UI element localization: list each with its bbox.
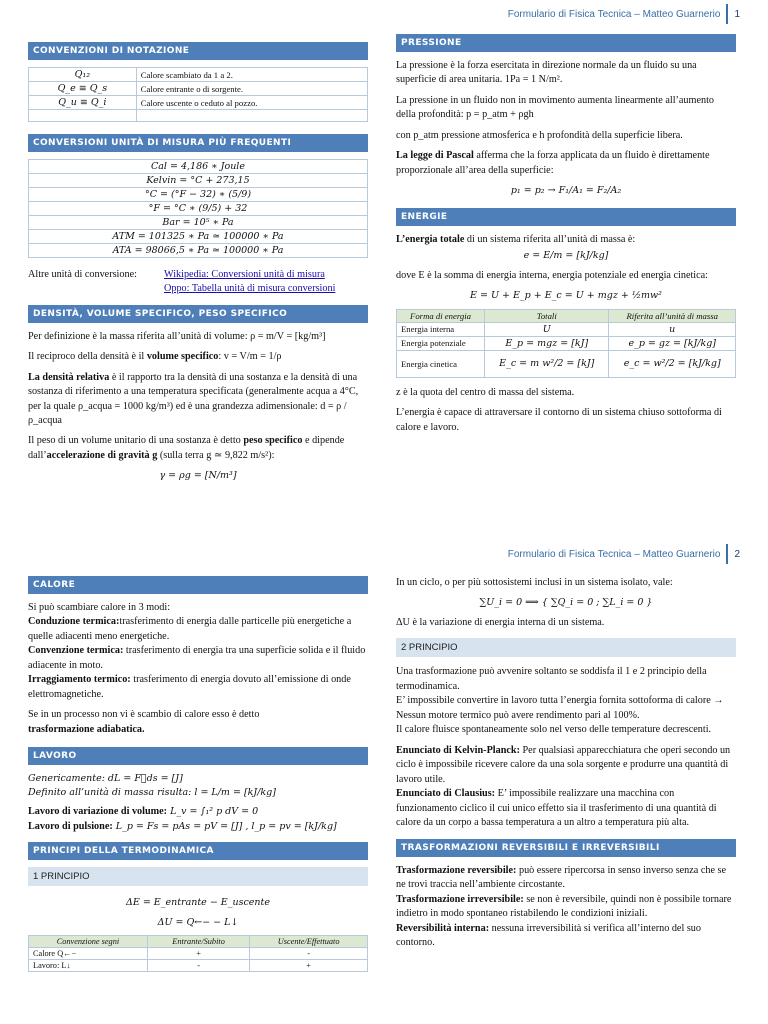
conversion-row: ATM = 101325 ∗ Pa ≃ 100000 ∗ Pa: [29, 230, 368, 244]
table-row: [29, 110, 368, 122]
table-row: [29, 96, 368, 110]
conversion-row: Kelvin = °C + 273,15: [29, 174, 368, 188]
conversion-row: ATA = 98066,5 ∗ Pa ≃ 100000 ∗ Pa: [29, 244, 368, 258]
table-row: [29, 960, 368, 972]
specific-weight-equation: γ = ρg = [N/m³]: [159, 470, 237, 482]
text: Per qualsiasi apparecchiatura che operi secondo un ciclo è impossibile ricevere calore da una sola sorgente e produrre una quantità di lavoro utile.: [396, 744, 731, 785]
relative-density: [28, 371, 368, 429]
column-header: Forma di energia: [397, 309, 485, 322]
energy-description: dove E è la somma di energia interna, energia potenziale ed energia cinetica:: [396, 269, 708, 281]
column-header: Convenzione segni: [29, 936, 148, 948]
energy-transfer-note: L’energia è capace di attraversare il contorno di un sistema chiuso sottoforma di calore e lavoro.: [396, 407, 722, 433]
bold-text: La densità relativa: [28, 371, 110, 383]
bold-text: peso specifico: [243, 435, 303, 447]
table-cell: -: [250, 948, 368, 960]
reversible: [396, 864, 736, 893]
column-header: Entrante/Subito: [147, 936, 249, 948]
bold-text: Convenzione termica:: [28, 645, 124, 657]
conversion-table: [28, 159, 368, 258]
pressure-note: con p_atm pressione atmosferica e h profondità della superficie libera.: [396, 129, 683, 141]
bold-text: Lavoro di pulsione:: [28, 820, 113, 832]
left-column: [28, 576, 368, 980]
section-title: CALORE: [28, 576, 368, 594]
table-header-row: [397, 309, 736, 322]
text: Se in un processo non vi è scambio di calore esso è detto: [28, 709, 260, 721]
section-title: ENERGIE: [396, 208, 736, 226]
conversion-links: [28, 268, 368, 297]
table-cell: e_c = w²/2 = [kJ/kg]: [609, 350, 736, 377]
conversion-row: °F = °C ∗ (9/5) + 32: [29, 202, 368, 216]
table-cell: E_p = mgz = [kJ]: [485, 336, 609, 350]
page-number: 2: [726, 544, 740, 564]
bold-text: accelerazione di gravità g: [46, 449, 158, 461]
conversion-row: Cal = 4,186 ∗ Joule: [29, 160, 368, 174]
right-column: [396, 576, 736, 957]
first-law-equation: ΔE = E_entrante − E_uscente: [126, 897, 270, 909]
header-title: Formulario di Fisica Tecnica – Matteo Guarnerio: [507, 8, 721, 20]
pressure-definition: La pressione è la forza esercitata in direzione normale da un fluido su una superficie di area unitaria. 1Pa = 1 N/m².: [396, 60, 697, 86]
table-cell: [29, 110, 137, 122]
conversion-row: °C = (°F − 32) ∗ (5/9): [29, 188, 368, 202]
text: trasferimento di energia dalle particelle più energetiche a quelle adiacenti meno energetiche.: [28, 616, 352, 642]
specific-volume: [28, 350, 368, 364]
bold-text: L’energia totale: [396, 233, 465, 245]
links-label: Altre unità di conversione:: [28, 269, 137, 280]
table-cell: +: [250, 960, 368, 972]
table-cell: Calore Q←−: [29, 948, 148, 960]
pascal-equation: p₁ = p₂ → F₁/A₁ = F₂/A₂: [510, 185, 622, 197]
energy-equation: e = E/m = [kJ/kg]: [523, 250, 609, 262]
page-2: [0, 540, 768, 1024]
pulsion-work: [28, 820, 368, 834]
table-cell: E_c = m w²/2 = [kJ]: [485, 350, 609, 377]
convection: [28, 644, 368, 673]
column-header: Totali: [485, 309, 609, 322]
total-energy: [396, 233, 736, 247]
text: può essere ripercorsa in senso inverso senza che se ne trovi traccia nell’ambiente circostante.: [396, 864, 727, 891]
notation-table: [28, 67, 368, 122]
table-cell: Calore uscente o ceduto al pozzo.: [136, 96, 367, 110]
bold-text: Trasformazione reversibile:: [396, 864, 517, 876]
table-cell: u: [609, 322, 736, 336]
text: è il rapporto tra la densità di una sostanza e la densità di una sostanza di riferimento a una temperatura specificata (generalmente acqua a 4°C, per la quale ρ_acqua = 1000 kg/m³) ed è una grandezza adimensionale: d = ρ / ρ_acqua: [28, 371, 359, 426]
second-law-p1: Una trasformazione può avvenire soltanto se soddisfa il 1 e 2 principio della termodinamica.: [396, 666, 707, 692]
bold-text: Conduzione termica:: [28, 616, 120, 628]
work-generic: Genericamente: dL = F⃗ds = [J]: [28, 773, 183, 785]
table-row: [29, 948, 368, 960]
table-row: [397, 336, 736, 350]
pascal-law: [396, 149, 736, 178]
delta-u-note: ΔU è la variazione di energia interna di un sistema.: [396, 616, 605, 628]
column-header: Uscente/Effettuato: [250, 936, 368, 948]
section-title: TRASFORMAZIONI REVERSIBILI E IRREVERSIBILI: [396, 839, 736, 857]
table-row: [397, 350, 736, 377]
cycle-note: In un ciclo, o per più sottosistemi inclusi in un sistema isolato, vale:: [396, 577, 673, 588]
volume-work: [28, 805, 368, 819]
table-cell: Lavoro: L↓: [29, 960, 148, 972]
bold-text: La legge di Pascal: [396, 150, 474, 162]
text: Il peso di un volume unitario di una sostanza è detto: [28, 435, 244, 447]
section-title: LAVORO: [28, 747, 368, 765]
table-row: [29, 68, 368, 82]
table-cell: +: [147, 948, 249, 960]
z-note: z è la quota del centro di massa del sistema.: [396, 386, 575, 398]
table-cell: -: [147, 960, 249, 972]
text: trasferimento di energia dovuto all’emissione di onde elettromagnetiche.: [28, 674, 351, 700]
bold-text: Enunciato di Kelvin-Planck:: [396, 744, 520, 756]
page-header: [508, 4, 740, 24]
text: nessuna irreversibilità si verifica all’interno del suo contorno.: [396, 922, 701, 949]
conduction: [28, 615, 368, 644]
internal-reversibility: [396, 922, 736, 951]
column-header: Riferita all’unità di massa: [609, 309, 736, 322]
section-title: DENSITÀ, VOLUME SPECIFICO, PESO SPECIFICO: [28, 305, 368, 323]
adiabatic-note: [28, 708, 368, 737]
pressure-depth: La pressione in un fluido non in movimento aumenta linearmente all’aumento della profondità: p = p_atm + ρgh: [396, 94, 714, 121]
header-title: Formulario di Fisica Tecnica – Matteo Guarnerio: [507, 548, 721, 560]
internal-energy-equation: ΔU = Q←− − L↓: [157, 916, 239, 928]
energy-sum-equation: E = U + E_p + E_c = U + mgz + ½mw²: [470, 290, 662, 302]
bold-text: trasformazione adiabatica.: [28, 723, 145, 735]
text: di un sistema riferita all’unità di massa è:: [464, 233, 636, 245]
table-cell: Energia interna: [397, 322, 485, 336]
kelvin-planck: [396, 744, 736, 787]
section-title: CONVENZIONI DI NOTAZIONE: [28, 42, 368, 60]
section-title: PRESSIONE: [396, 34, 736, 52]
bold-text: Enunciato di Clausius:: [396, 788, 496, 800]
text: se non è reversibile, quindi non è possibile tornare indietro in modo spontaneo ristabilendo le condizioni iniziali.: [396, 893, 732, 920]
irreversible: [396, 893, 736, 922]
text: Il reciproco della densità è il: [28, 351, 147, 363]
table-cell: e_p = gz = [kJ/kg]: [609, 336, 736, 350]
bold-text: Trasformazione irreversibile:: [396, 893, 524, 905]
radiation: [28, 673, 368, 702]
text: (sulla terra g ≃ 9,822 m/s²):: [157, 449, 275, 461]
table-cell: Calore scambiato da 1 a 2.: [136, 68, 367, 82]
energy-table: [396, 309, 736, 378]
table-cell: Energia cinetica: [397, 350, 485, 377]
table-header-row: [29, 936, 368, 948]
text: e dipende dall’: [28, 435, 345, 461]
bold-text: Lavoro di variazione di volume:: [28, 806, 168, 818]
section-title: PRINCIPI DELLA TERMODINAMICA: [28, 842, 368, 860]
text: L_v = ∫₁² p dV = 0: [167, 806, 259, 818]
bold-text: Irraggiamento termico:: [28, 674, 131, 686]
table-cell: Calore entrante o di sorgente.: [136, 82, 367, 96]
wikipedia-link[interactable]: Wikipedia: Conversioni unità di misura: [164, 269, 325, 280]
text: afferma che la forza applicata da un fluido è direttamente proporzionale all’area della superficie:: [396, 150, 710, 176]
subsection-title: 2 PRINCIPIO: [396, 638, 736, 657]
text: L_p = Fs = pAs = pV = [J] , l_p = pv = [kJ/kg]: [112, 820, 337, 832]
table-row: [397, 322, 736, 336]
text: E’ impossibile realizzare una macchina con funzionamento ciclico il cui unico effetto sia il trasferimento di una quantità di calore da un corpo a bassa temperatura a un altro a temperatura più alta.: [396, 788, 717, 829]
bold-text: volume specifico: [146, 351, 219, 363]
section-title: CONVERSIONI UNITÀ DI MISURA PIÙ FREQUENTI: [28, 134, 368, 152]
cycle-equation: ∑U_i = 0 ⟹ { ∑Q_i = 0 ; ∑L_i = 0 }: [479, 597, 653, 609]
conversion-row: Bar = 10⁵ ∗ Pa: [29, 216, 368, 230]
table-cell: Q₁₂: [29, 68, 137, 82]
work-unit-mass: Definito all’unità di massa risulta: l = L/m = [kJ/kg]: [28, 786, 276, 798]
text: trasferimento di energia tra una superficie solida e il fluido adiacente in moto.: [28, 645, 366, 671]
right-column: [396, 34, 736, 441]
left-column: [28, 42, 368, 489]
text: : v = V/m = 1/ρ: [218, 351, 282, 363]
density-definition: Per definizione è la massa riferita all’unità di volume: ρ = m/V = [kg/m³]: [28, 330, 326, 342]
oppo-link[interactable]: Oppo: Tabella unità di misura conversioni: [164, 283, 336, 295]
second-law-p2: E’ impossibile convertire in lavoro tutta l’energia fornita sottoforma di calore → Nessun motore termico può avere rendimento pari al 100%.: [396, 695, 724, 721]
table-cell: Q_e ≡ Q_s: [29, 82, 137, 96]
specific-weight: [28, 434, 368, 463]
table-cell: Energia potenziale: [397, 336, 485, 350]
subsection-title: 1 PRINCIPIO: [28, 867, 368, 886]
table-cell: [136, 110, 367, 122]
second-law-p3: Il calore fluisce spontaneamente solo nel verso delle temperature decrescenti.: [396, 724, 712, 736]
table-cell: U: [485, 322, 609, 336]
page-number: 1: [726, 4, 740, 24]
table-cell: Q_u ≡ Q_i: [29, 96, 137, 110]
sign-convention-table: [28, 935, 368, 972]
table-row: [29, 82, 368, 96]
heat-intro: Si può scambiare calore in 3 modi:: [28, 602, 171, 613]
bold-text: Reversibilità interna:: [396, 922, 490, 934]
page-header: [508, 544, 740, 564]
clausius: [396, 787, 736, 830]
